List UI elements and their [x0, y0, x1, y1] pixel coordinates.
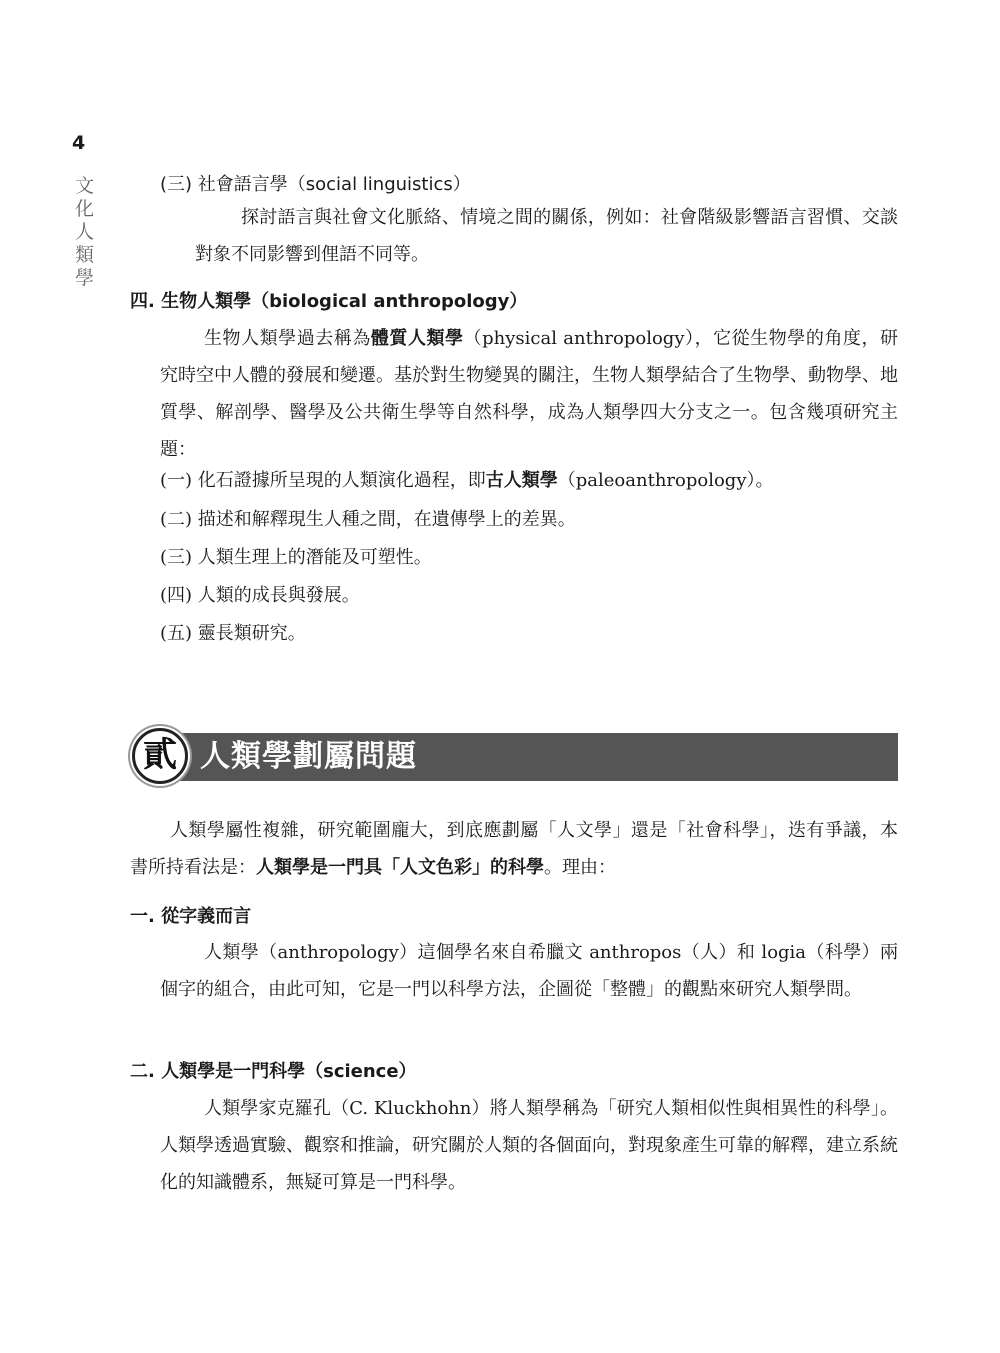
- chapter-title: 人類學劃屬問題: [200, 739, 417, 774]
- topic-item-1: [160, 466, 774, 496]
- sub-heading-1: 一. 從字義而言: [130, 906, 252, 927]
- topic-item-2: (二) 描述和解釋現生人種之間，在遺傳學上的差異。: [160, 509, 576, 530]
- section-three-heading: (三) 社會語言學（social linguistics）: [160, 174, 471, 195]
- intro-text-1: 人類學屬性複雜，研究範圍龐大，到底應劃屬「人文學」還是「社會科學」，迭有爭議，本書所持看法是：: [130, 820, 898, 878]
- topic-item-4: (四) 人類的成長與發展。: [160, 585, 360, 606]
- intro-paragraph: [130, 812, 898, 886]
- bio-anthropology-paragraph: [160, 320, 898, 468]
- bio-para-text-2: （physical anthropology），它從生物學的角度，研究時空中人體的發展和變遷。基於對生物變異的關注，生物人類學結合了生物學、動物學、地質學、解剖學、醫學及公共衛生學等自然科學，成為人類學四大分支之一。包含幾項研究主題：: [160, 328, 899, 460]
- intro-bold-claim: 人類學是一門具「人文色彩」的科學: [256, 857, 544, 878]
- sub-body-1: 人類學（anthropology）這個學名來自希臘文 anthropos（人）和 logia（科學）兩個字的組合，由此可知，它是一門以科學方法，企圖從「整體」的觀點來研究人類學問。: [160, 942, 898, 1000]
- running-book-title: 文化人類學: [75, 175, 95, 289]
- chapter-badge-label: 貳: [143, 735, 177, 775]
- sub-heading-2: 二. 人類學是一門科學（science）: [130, 1061, 417, 1082]
- section-three-body: 探討語言與社會文化脈絡、情境之間的關係，例如：社會階級影響語言習慣、交談對象不同影響到俚語不同等。: [195, 207, 898, 265]
- section-four-heading: 四. 生物人類學（biological anthropology）: [130, 291, 528, 312]
- bio-para-text-1: 生物人類學過去稱為: [204, 328, 371, 349]
- topic-1-prefix: (一) 化石證據所呈現的人類演化過程，即: [160, 470, 486, 491]
- topic-item-5: (五) 靈長類研究。: [160, 623, 306, 644]
- sub-body-2: 人類學家克羅孔（C. Kluckhohn）將人類學稱為「研究人類相似性與相異性的科學」。人類學透過實驗、觀察和推論，研究關於人類的各個面向，對現象產生可靠的解釋，建立系統化的知識體系，無疑可算是一門科學。: [160, 1098, 898, 1193]
- topic-1-bold-term: 古人類學: [485, 470, 558, 491]
- intro-text-2: 。理由：: [544, 857, 616, 878]
- page-number: 4: [72, 132, 86, 154]
- topic-1-suffix: （paleoanthropology）。: [557, 470, 774, 491]
- topic-item-3: (三) 人類生理上的潛能及可塑性。: [160, 547, 432, 568]
- bio-para-bold-term: 體質人類學: [370, 328, 464, 349]
